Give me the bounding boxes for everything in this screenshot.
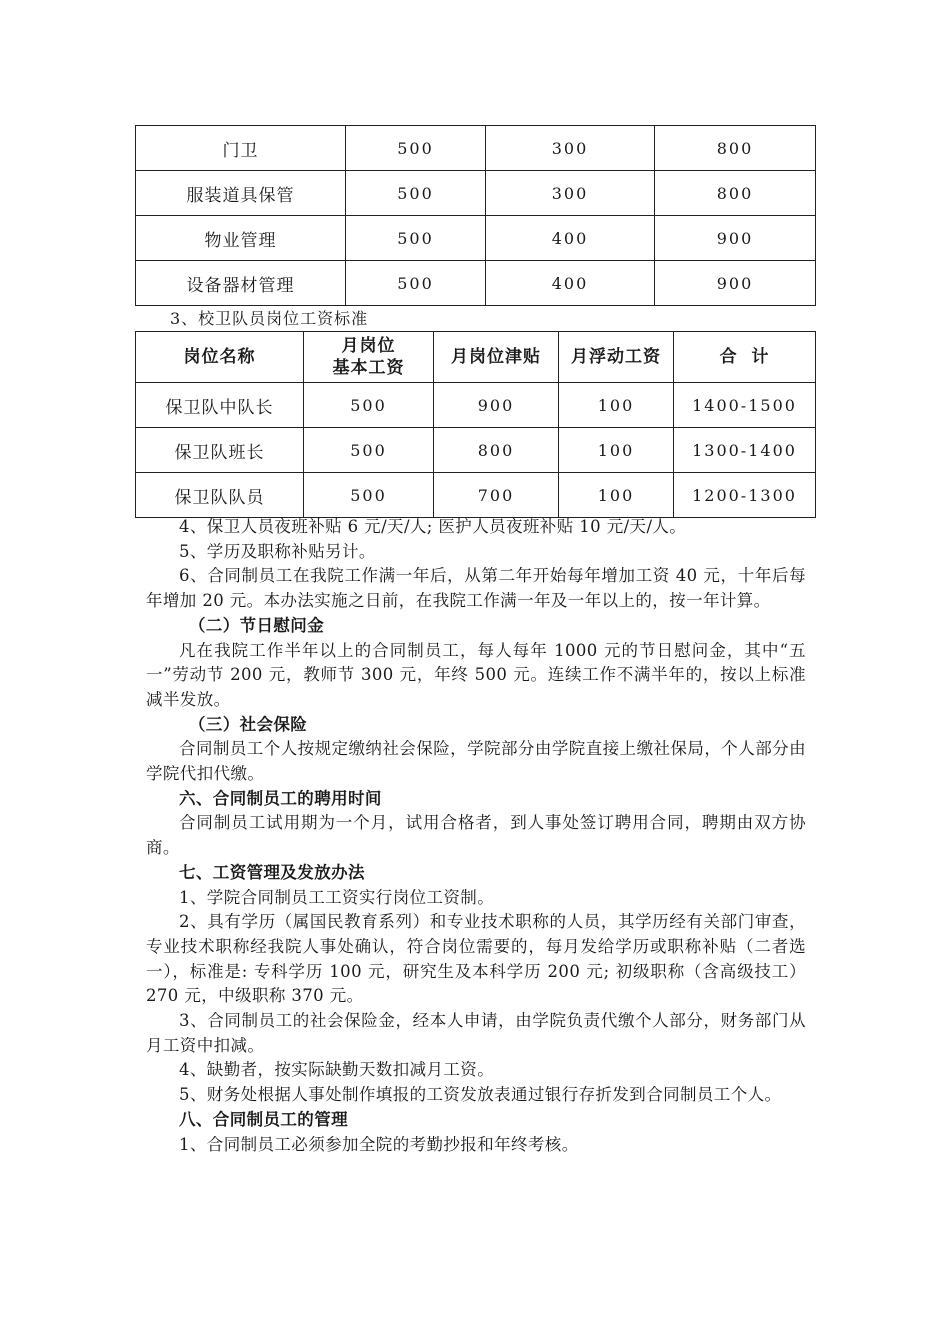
allowance: 700 — [434, 473, 559, 518]
paragraph: 合同制员工试用期为一个月，试用合格者，到人事处签订聘用合同，聘期由双方协商。 — [146, 813, 806, 858]
section-heading: 八、合同制员工的管理 — [179, 1109, 348, 1129]
floating-pay: 100 — [559, 428, 674, 473]
salary-table-guards — [135, 331, 816, 518]
base-salary: 500 — [346, 126, 486, 171]
base-salary: 500 — [346, 171, 486, 216]
base-salary: 500 — [346, 216, 486, 261]
header-position: 岗位名称 — [136, 332, 304, 383]
section-heading: 六、合同制员工的聘用时间 — [179, 788, 382, 808]
paragraph: 2、具有学历（属国民教育系列）和专业技术职称的人员，其学历经有关部门审查，专业技术职称经我院人事处确认，符合岗位需要的，每月发给学历或职称补贴（二者选一），标准是: 专科学历 100 元，研究生及本科学历 200 元; 初级职称（含高级技工）270 元，中级职称 370 元。 — [146, 912, 806, 1006]
base-salary: 500 — [304, 383, 434, 428]
table-header-row — [136, 332, 816, 383]
paragraph: 5、学历及职称补贴另计。 — [179, 541, 376, 561]
table-row — [136, 216, 816, 261]
section-heading: （三）社会保险 — [188, 714, 308, 734]
paragraph: 5、财务处根据人事处制作填报的工资发放表通过银行存折发到合同制员工个人。 — [179, 1085, 782, 1105]
header-base-salary-line2: 基本工资 — [332, 358, 405, 378]
section-heading: （二）节日慰问金 — [188, 615, 325, 635]
header-base-salary — [304, 332, 434, 383]
position-name: 物业管理 — [136, 216, 346, 261]
total: 1400-1500 — [674, 383, 816, 428]
allowance: 900 — [434, 383, 559, 428]
paragraph: 凡在我院工作半年以上的合同制员工，每人每年 1000 元的节日慰问金，其中“五一”劳动节 200 元，教师节 300 元，年终 500 元。连续工作不满半年的，按以上标准减半发放。 — [146, 640, 806, 709]
paragraph: 3、合同制员工的社会保险金，经本人申请，由学院负责代缴个人部分，财务部门从月工资中扣减。 — [146, 1011, 806, 1055]
body-text — [146, 515, 806, 1157]
position-name: 服装道具保管 — [136, 171, 346, 216]
paragraph: 4、保卫人员夜班补贴 6 元/天/人; 医护人员夜班补贴 10 元/天/人。 — [179, 517, 687, 536]
floating-pay: 100 — [559, 383, 674, 428]
allowance: 400 — [486, 216, 655, 261]
table-row — [136, 383, 816, 428]
salary-table-staff — [135, 125, 816, 306]
allowance: 800 — [434, 428, 559, 473]
position-name: 保卫队队员 — [136, 473, 304, 518]
table-row — [136, 261, 816, 306]
base-salary: 500 — [304, 473, 434, 518]
total: 800 — [655, 171, 816, 216]
paragraph: 6、合同制员工在我院工作满一年后，从第二年开始每年增加工资 40 元，十年后每年增加 20 元。本办法实施之日前，在我院工作满一年及一年以上的，按一年计算。 — [146, 566, 806, 611]
total: 900 — [655, 216, 816, 261]
paragraph: 合同制员工个人按规定缴纳社会保险，学院部分由学院直接上缴社保局，个人部分由学院代扣代缴。 — [146, 739, 806, 784]
position-name: 设备器材管理 — [136, 261, 346, 306]
position-name: 保卫队班长 — [136, 428, 304, 473]
table-row — [136, 428, 816, 473]
header-total: 合 计 — [674, 332, 816, 383]
header-allowance: 月岗位津贴 — [434, 332, 559, 383]
total: 800 — [655, 126, 816, 171]
table-row — [136, 171, 816, 216]
header-floating-pay: 月浮动工资 — [559, 332, 674, 383]
position-name: 保卫队中队长 — [136, 383, 304, 428]
table-caption: 3、校卫队员岗位工资标准 — [170, 309, 369, 328]
table-row — [136, 126, 816, 171]
paragraph: 4、缺勤者，按实际缺勤天数扣减月工资。 — [179, 1060, 495, 1080]
total: 900 — [655, 261, 816, 306]
section-heading: 七、工资管理及发放办法 — [179, 862, 365, 882]
position-name: 门卫 — [136, 126, 346, 171]
allowance: 300 — [486, 171, 655, 216]
allowance: 400 — [486, 261, 655, 306]
paragraph: 1、合同制员工必须参加全院的考勤抄报和年终考核。 — [179, 1134, 579, 1154]
total: 1200-1300 — [674, 473, 816, 518]
base-salary: 500 — [346, 261, 486, 306]
allowance: 300 — [486, 126, 655, 171]
table-row — [136, 473, 816, 518]
base-salary: 500 — [304, 428, 434, 473]
floating-pay: 100 — [559, 473, 674, 518]
paragraph: 1、学院合同制员工工资实行岗位工资制。 — [179, 887, 495, 907]
total: 1300-1400 — [674, 428, 816, 473]
header-base-salary-line1: 月岗位 — [341, 336, 396, 356]
